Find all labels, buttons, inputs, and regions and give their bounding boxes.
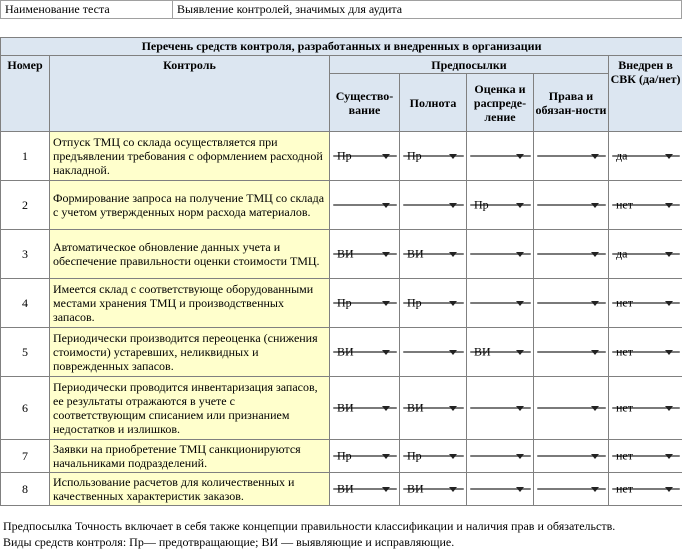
dropdown-arrow-icon <box>516 487 524 492</box>
valuation-select[interactable] <box>470 455 531 457</box>
dropdown-arrow-icon <box>516 301 524 306</box>
valuation-cell <box>467 230 534 279</box>
rights-cell <box>534 181 609 230</box>
implemented-cell <box>609 181 682 230</box>
dropdown-arrow-icon <box>382 406 390 411</box>
dropdown-arrow-icon <box>449 487 457 492</box>
existence-value: ВИ <box>337 344 354 359</box>
dropdown-arrow-icon <box>665 350 673 355</box>
implemented-value: нет <box>616 481 633 496</box>
rights-cell <box>534 440 609 473</box>
valuation-cell <box>467 181 534 230</box>
implemented-select[interactable] <box>612 197 680 212</box>
row-number: 1 <box>1 132 50 181</box>
implemented-select[interactable] <box>612 148 680 163</box>
rights-select[interactable] <box>537 351 606 353</box>
valuation-select[interactable] <box>470 407 531 409</box>
control-description: Отпуск ТМЦ со склада осуществляется при предъявлении требования с оформлением расходной накладной. <box>50 132 330 181</box>
valuation-cell <box>467 473 534 506</box>
dropdown-arrow-icon <box>665 154 673 159</box>
existence-value: ВИ <box>337 400 354 415</box>
completeness-value: ВИ <box>407 246 424 261</box>
existence-select[interactable] <box>333 295 397 310</box>
completeness-select[interactable] <box>403 481 464 496</box>
rights-cell <box>534 230 609 279</box>
control-description: Имеется склад с соответствующе оборудованными местами хранения ТМЦ и производственных запасов. <box>50 279 330 328</box>
completeness-select[interactable] <box>403 204 464 206</box>
test-name-value: Выявление контролей, значимых для аудита <box>173 1 682 19</box>
implemented-select[interactable] <box>612 344 680 359</box>
column-header-control: Контроль <box>50 56 330 132</box>
existence-value: Пр <box>337 295 352 310</box>
implemented-select[interactable] <box>612 246 680 261</box>
implemented-cell <box>609 440 682 473</box>
footnotes <box>3 518 679 550</box>
column-header-existence: Существо-вание <box>330 74 400 132</box>
rights-cell <box>534 279 609 328</box>
dropdown-arrow-icon <box>665 301 673 306</box>
footnote-control-types: Виды средств контроля: Пр— предотвращающие; ВИ — выявляющие и исправляющие. <box>3 535 455 549</box>
completeness-select[interactable] <box>403 400 464 415</box>
dropdown-arrow-icon <box>591 454 599 459</box>
completeness-cell <box>400 328 467 377</box>
dropdown-arrow-icon <box>382 350 390 355</box>
completeness-select[interactable] <box>403 295 464 310</box>
dropdown-arrow-icon <box>516 252 524 257</box>
valuation-cell <box>467 132 534 181</box>
valuation-cell <box>467 328 534 377</box>
rights-select[interactable] <box>537 204 606 206</box>
table-row <box>1 181 682 230</box>
completeness-value: Пр <box>407 448 422 463</box>
column-header-completeness: Полнота <box>400 74 467 132</box>
table-row <box>1 473 682 506</box>
completeness-cell <box>400 181 467 230</box>
rights-cell <box>534 473 609 506</box>
existence-select[interactable] <box>333 448 397 463</box>
valuation-select[interactable] <box>470 302 531 304</box>
dropdown-arrow-icon <box>591 252 599 257</box>
dropdown-arrow-icon <box>382 487 390 492</box>
implemented-value: нет <box>616 295 633 310</box>
implemented-cell <box>609 377 682 440</box>
rights-select[interactable] <box>537 488 606 490</box>
control-description: Периодически производится переоценка (снижения стоимости) устаревших, неликвидных и поврежденных запасов. <box>50 328 330 377</box>
dropdown-arrow-icon <box>591 301 599 306</box>
dropdown-arrow-icon <box>516 406 524 411</box>
control-description: Заявки на приобретение ТМЦ санкционируются начальниками подразделений. <box>50 440 330 473</box>
valuation-cell <box>467 440 534 473</box>
completeness-select[interactable] <box>403 351 464 353</box>
column-header-number: Номер <box>1 56 50 132</box>
valuation-select[interactable] <box>470 344 531 359</box>
implemented-select[interactable] <box>612 481 680 496</box>
completeness-select[interactable] <box>403 148 464 163</box>
dropdown-arrow-icon <box>449 301 457 306</box>
dropdown-arrow-icon <box>449 454 457 459</box>
existence-cell <box>330 377 400 440</box>
column-header-valuation: Оценка и распреде-ление <box>467 74 534 132</box>
row-number: 6 <box>1 377 50 440</box>
dropdown-arrow-icon <box>449 406 457 411</box>
control-description: Периодически проводится инвентаризация запасов, ее результаты отражаются в учете с соответствующим списанием или признанием недостатков и излишков. <box>50 377 330 440</box>
completeness-value: Пр <box>407 295 422 310</box>
dropdown-arrow-icon <box>591 350 599 355</box>
control-description: Использование расчетов для количественных и качественных характеристик заказов. <box>50 473 330 506</box>
dropdown-arrow-icon <box>591 154 599 159</box>
completeness-value: ВИ <box>407 481 424 496</box>
rights-select[interactable] <box>537 455 606 457</box>
implemented-value: да <box>616 148 628 163</box>
dropdown-arrow-icon <box>382 301 390 306</box>
completeness-select[interactable] <box>403 246 464 261</box>
implemented-cell <box>609 230 682 279</box>
existence-cell <box>330 132 400 181</box>
row-number: 7 <box>1 440 50 473</box>
valuation-cell <box>467 377 534 440</box>
rights-cell <box>534 328 609 377</box>
footnote-accuracy: Предпосылка Точность включает в себя также концепции правильности классификации и наличия прав и обязательств. <box>3 519 616 533</box>
implemented-value: нет <box>616 344 633 359</box>
dropdown-arrow-icon <box>591 203 599 208</box>
valuation-value: Пр <box>474 197 489 212</box>
dropdown-arrow-icon <box>382 203 390 208</box>
valuation-select[interactable] <box>470 488 531 490</box>
dropdown-arrow-icon <box>665 454 673 459</box>
completeness-cell <box>400 440 467 473</box>
existence-cell <box>330 279 400 328</box>
valuation-select[interactable] <box>470 155 531 157</box>
dropdown-arrow-icon <box>516 454 524 459</box>
existence-select[interactable] <box>333 481 397 496</box>
existence-cell <box>330 473 400 506</box>
implemented-select[interactable] <box>612 400 680 415</box>
rights-select[interactable] <box>537 407 606 409</box>
dropdown-arrow-icon <box>449 203 457 208</box>
column-header-rights: Права и обязан-ности <box>534 74 609 132</box>
row-number: 5 <box>1 328 50 377</box>
column-header-implemented: Внедрен в СВК (да/нет) <box>609 56 682 132</box>
table-row <box>1 377 682 440</box>
existence-select[interactable] <box>333 344 397 359</box>
rights-cell <box>534 132 609 181</box>
valuation-value: ВИ <box>474 344 491 359</box>
existence-select[interactable] <box>333 204 397 206</box>
dropdown-arrow-icon <box>665 406 673 411</box>
valuation-select[interactable] <box>470 253 531 255</box>
implemented-cell <box>609 473 682 506</box>
completeness-cell <box>400 279 467 328</box>
dropdown-arrow-icon <box>591 406 599 411</box>
implemented-value: нет <box>616 400 633 415</box>
existence-cell <box>330 440 400 473</box>
existence-value: Пр <box>337 448 352 463</box>
existence-value: Пр <box>337 148 352 163</box>
existence-cell <box>330 230 400 279</box>
implemented-select[interactable] <box>612 295 680 310</box>
table-row <box>1 440 682 473</box>
existence-cell <box>330 181 400 230</box>
existence-value: ВИ <box>337 481 354 496</box>
test-name-table <box>0 0 682 19</box>
existence-select[interactable] <box>333 148 397 163</box>
existence-cell <box>330 328 400 377</box>
implemented-cell <box>609 132 682 181</box>
implemented-value: нет <box>616 448 633 463</box>
control-description: Автоматическое обновление данных учета и обеспечение правильности оценки стоимости ТМЦ. <box>50 230 330 279</box>
rights-select[interactable] <box>537 253 606 255</box>
row-number: 2 <box>1 181 50 230</box>
column-header-prerequisites: Предпосылки <box>330 56 609 74</box>
table-row <box>1 230 682 279</box>
rights-select[interactable] <box>537 155 606 157</box>
dropdown-arrow-icon <box>382 454 390 459</box>
rights-select[interactable] <box>537 302 606 304</box>
implemented-select[interactable] <box>612 448 680 463</box>
dropdown-arrow-icon <box>516 154 524 159</box>
dropdown-arrow-icon <box>382 252 390 257</box>
completeness-value: ВИ <box>407 400 424 415</box>
dropdown-arrow-icon <box>449 154 457 159</box>
table-row <box>1 279 682 328</box>
dropdown-arrow-icon <box>449 252 457 257</box>
dropdown-arrow-icon <box>591 487 599 492</box>
dropdown-arrow-icon <box>665 487 673 492</box>
completeness-cell <box>400 473 467 506</box>
completeness-cell <box>400 132 467 181</box>
implemented-value: нет <box>616 197 633 212</box>
control-description: Формирование запроса на получение ТМЦ со склада с учетом утвержденных норм расхода материалов. <box>50 181 330 230</box>
completeness-cell <box>400 377 467 440</box>
rights-cell <box>534 377 609 440</box>
dropdown-arrow-icon <box>665 203 673 208</box>
test-name-label: Наименование теста <box>1 1 173 19</box>
implemented-cell <box>609 328 682 377</box>
row-number: 8 <box>1 473 50 506</box>
dropdown-arrow-icon <box>449 350 457 355</box>
row-number: 3 <box>1 230 50 279</box>
valuation-select[interactable] <box>470 197 531 212</box>
existence-select[interactable] <box>333 246 397 261</box>
dropdown-arrow-icon <box>665 252 673 257</box>
controls-table <box>0 37 682 506</box>
existence-select[interactable] <box>333 400 397 415</box>
completeness-value: Пр <box>407 148 422 163</box>
dropdown-arrow-icon <box>516 350 524 355</box>
row-number: 4 <box>1 279 50 328</box>
dropdown-arrow-icon <box>382 154 390 159</box>
implemented-cell <box>609 279 682 328</box>
implemented-value: да <box>616 246 628 261</box>
completeness-cell <box>400 230 467 279</box>
valuation-cell <box>467 279 534 328</box>
dropdown-arrow-icon <box>516 203 524 208</box>
table-row <box>1 328 682 377</box>
existence-value: ВИ <box>337 246 354 261</box>
completeness-select[interactable] <box>403 448 464 463</box>
table-caption: Перечень средств контроля, разработанных и внедренных в организации <box>1 38 682 56</box>
table-row <box>1 132 682 181</box>
